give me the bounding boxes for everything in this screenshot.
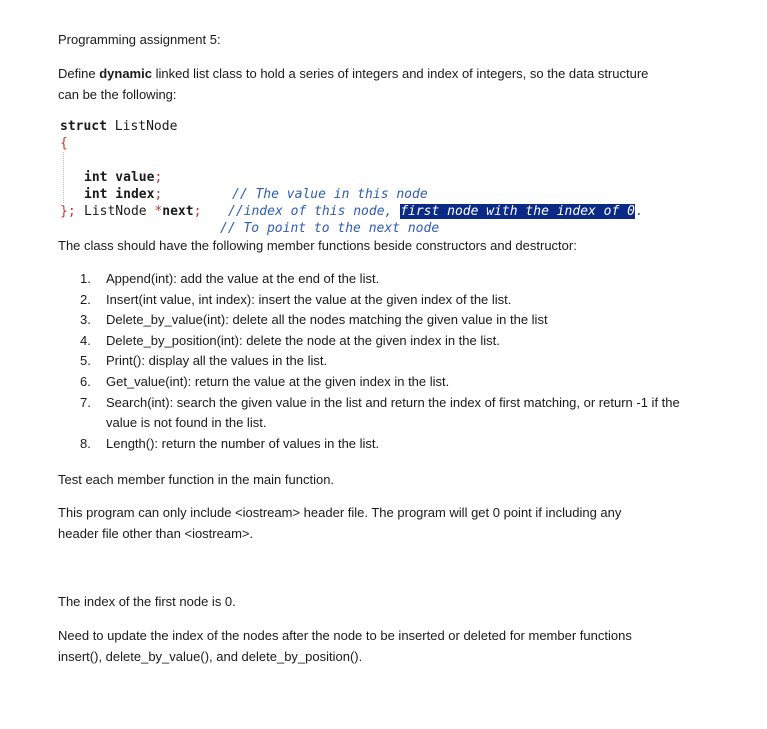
intro-prefix: Define xyxy=(58,66,100,81)
list-item xyxy=(80,269,700,290)
list-number: 2. xyxy=(80,291,91,307)
list-text: Delete_by_position(int): delete the node at the given index in the list. xyxy=(106,332,500,348)
code-block xyxy=(60,118,720,236)
include-note-line1: This program can only include <iostream> header file. The program will get 0 point if including any xyxy=(58,505,622,520)
code-comment-value: // The value in this node xyxy=(232,187,428,202)
code-comment-index: //index of this node, xyxy=(228,204,401,219)
code-line-2 xyxy=(60,135,720,152)
list-text: Print(): display all the values in the list. xyxy=(106,353,328,369)
intro-bold-word: dynamic xyxy=(99,66,152,81)
list-number: 6. xyxy=(80,373,91,389)
code-line-1 xyxy=(60,118,720,135)
code-selection-highlight: first node with the index of 0 xyxy=(400,204,635,219)
class-intro: The class should have the following member functions beside constructors and destructor: xyxy=(58,238,577,253)
code-comment-period: . xyxy=(635,204,643,219)
list-number: 1. xyxy=(80,271,91,286)
code-struct-name: ListNode xyxy=(106,119,178,134)
code-type-int: int xyxy=(84,170,108,185)
code-comment-next: // To point to the next node xyxy=(220,221,440,236)
intro-rest: linked list class to hold a series of integers and index of integers, so the data structure xyxy=(151,66,649,81)
list-text: Delete_by_value(int): delete all the nodes matching the given value in the list xyxy=(106,312,548,328)
list-number: 8. xyxy=(80,435,91,451)
update-note-line1: Need to update the index of the nodes after the node to be inserted or deleted for member functions xyxy=(58,628,632,643)
list-item xyxy=(80,290,700,311)
list-text: Append(int): add the value at the end of the list. xyxy=(106,271,380,286)
code-field-value: value xyxy=(107,170,155,185)
list-text: Get_value(int): return the value at the given index in the list. xyxy=(106,373,450,389)
list-item xyxy=(80,393,700,434)
list-number: 3. xyxy=(80,312,91,328)
code-pointer-star: * xyxy=(154,204,163,219)
code-type-int: int xyxy=(84,187,108,202)
function-list xyxy=(80,269,700,454)
intro-paragraph-line2: can be the following: xyxy=(58,87,177,102)
list-text: Insert(int value, int index): insert the value at the given index of the list. xyxy=(106,291,512,307)
index-note: The index of the first node is 0. xyxy=(58,594,236,609)
list-text: Length(): return the number of values in the list. xyxy=(106,435,380,451)
code-semicolon: ; xyxy=(193,204,202,219)
include-note-line2: header file other than <iostream>. xyxy=(58,526,254,541)
code-line-6 xyxy=(60,203,720,220)
code-close-brace: }; xyxy=(60,204,76,219)
code-type-listnode: ListNode xyxy=(84,204,155,219)
list-number: 5. xyxy=(80,353,91,369)
page-title: Programming assignment 5: xyxy=(58,32,221,47)
list-text: Search(int): search the given value in the list and return the index of first matching, or return -1 if the value is not found in the list. xyxy=(106,394,680,431)
list-item xyxy=(80,434,700,455)
list-item xyxy=(80,310,700,331)
code-keyword-struct: struct xyxy=(60,119,107,134)
list-number: 4. xyxy=(80,332,91,348)
code-semicolon: ; xyxy=(154,187,163,202)
code-semicolon: ; xyxy=(154,170,163,185)
list-item xyxy=(80,372,700,393)
list-number: 7. xyxy=(80,394,91,410)
update-note-line2: insert(), delete_by_value(), and delete_by_position(). xyxy=(58,649,363,664)
code-field-index: index xyxy=(107,187,155,202)
test-note: Test each member function in the main function. xyxy=(58,472,335,487)
list-item xyxy=(80,331,700,352)
code-open-brace: { xyxy=(60,136,68,151)
list-item xyxy=(80,351,700,372)
intro-paragraph xyxy=(58,64,718,84)
code-field-next: next xyxy=(162,204,194,219)
